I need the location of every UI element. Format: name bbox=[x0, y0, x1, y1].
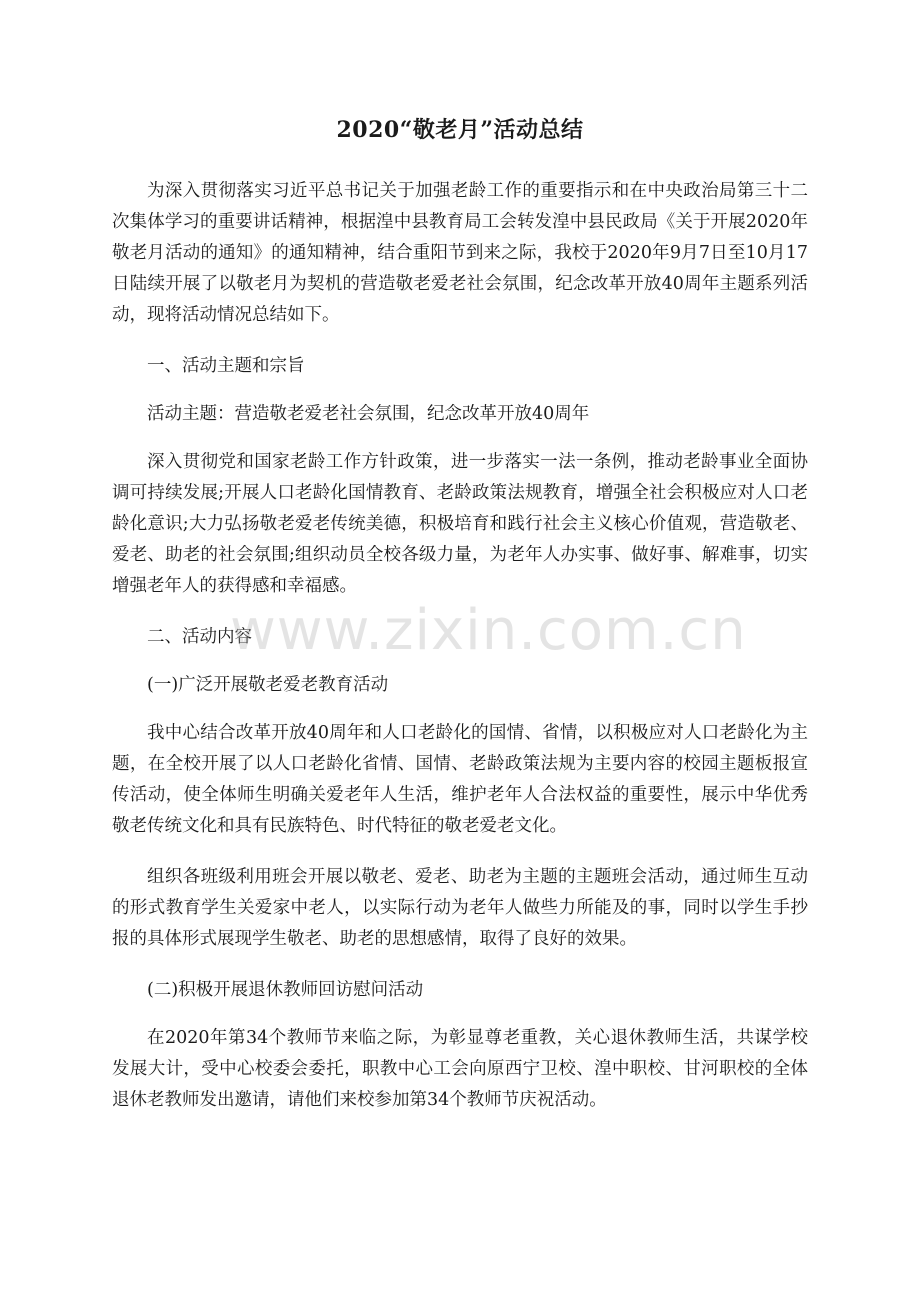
subsection-heading-2: (二)积极开展退休教师回访慰问活动 bbox=[147, 980, 424, 1000]
section-heading-2: 二、活动内容 bbox=[147, 627, 252, 647]
document-body bbox=[112, 176, 808, 1116]
subsection-heading-1: (一)广泛开展敬老爱老教育活动 bbox=[147, 675, 389, 695]
section-heading-1: 一、活动主题和宗旨 bbox=[147, 356, 305, 376]
class-meeting-paragraph: 组织各班级利用班会开展以敬老、爱老、助老为主题的主题班会活动，通过师生互动的形式教育学生关爱家中老人，以实际行动为老年人做些力所能及的事，同时以学生手抄报的具体形式展现学生敬老、助老的思想感情，取得了良好的效果。 bbox=[112, 867, 808, 949]
document-title: 2020“敬老月”活动总结 bbox=[336, 117, 584, 143]
activity-theme-line: 活动主题：营造敬老爱老社会氛围，纪念改革开放40周年 bbox=[147, 404, 590, 424]
purpose-paragraph: 深入贯彻党和国家老龄工作方针政策，进一步落实一法一条例，推动老龄事业全面协调可持续发展;开展人口老龄化国情教育、老龄政策法规教育，增强全社会积极应对人口老龄化意识;大力弘扬敬老爱老传统美德，积极培育和践行社会主义核心价值观，营造敬老、爱老、助老的社会氛围;组织动员全校各级力量，为老年人办实事、做好事、解难事，切实增强老年人的获得感和幸福感。 bbox=[112, 452, 808, 596]
watermark: www.zixin.com.cn bbox=[230, 598, 747, 663]
education-paragraph: 我中心结合改革开放40周年和人口老龄化的国情、省情，以积极应对人口老龄化为主题，在全校开展了以人口老龄化省情、国情、老龄政策法规为主要内容的校园主题板报宣传活动，使全体师生明确关爱老年人生活，维护老年人合法权益的重要性，展示中华优秀敬老传统文化和具有民族特色、时代特征的敬老爱老文化。 bbox=[112, 723, 808, 836]
intro-paragraph: 为深入贯彻落实习近平总书记关于加强老龄工作的重要指示和在中央政治局第三十二次集体学习的重要讲话精神，根据湟中县教育局工会转发湟中县民政局《关于开展2020年敬老月活动的通知》的通知精神，结合重阳节到来之际，我校于2020年9月7日至10月17日陆续开展了以敬老月为契机的营造敬老爱老社会氛围，纪念改革开放40周年主题系列活动，现将活动情况总结如下。 bbox=[112, 181, 808, 325]
teacher-visit-paragraph: 在2020年第34个教师节来临之际，为彰显尊老重教，关心退休教师生活，共谋学校发展大计，受中心校委会委托，职教中心工会向原西宁卫校、湟中职校、甘河职校的全体退休老教师发出邀请，请他们来校参加第34个教师节庆祝活动。 bbox=[112, 1028, 808, 1110]
